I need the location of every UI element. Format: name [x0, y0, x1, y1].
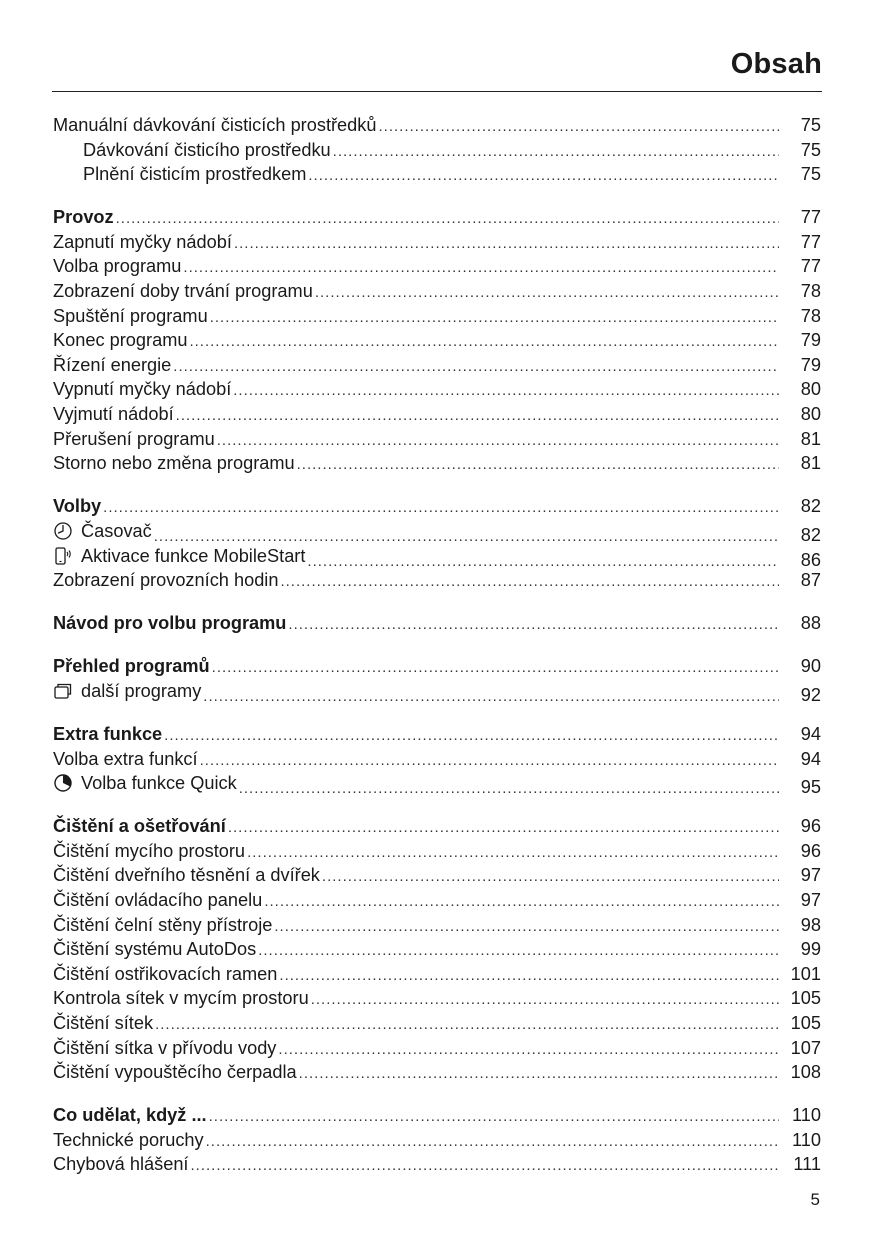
toc-page-number: 88 — [800, 613, 821, 634]
toc-entry-label — [53, 986, 309, 1011]
dot-leader — [233, 379, 779, 404]
toc-entry-text: Volba programu — [53, 256, 182, 277]
toc-page-number: 86 — [800, 549, 821, 570]
toc-page-number: 107 — [790, 1037, 821, 1058]
dot-leader — [189, 330, 779, 355]
toc-entry — [53, 568, 821, 593]
toc-entry-text: Konec programu — [53, 330, 188, 351]
toc-entry — [53, 162, 821, 187]
toc-entry — [53, 611, 821, 636]
toc-entry-text: Volba extra funkcí — [53, 748, 198, 769]
toc-entry-text: Čištění ovládacího panelu — [53, 890, 263, 911]
toc-entry-text: Extra funkce — [53, 723, 163, 744]
toc-heading-label — [53, 494, 101, 519]
toc-entry-label — [53, 568, 278, 593]
toc-entry — [53, 913, 821, 938]
dot-leader — [164, 724, 779, 749]
dot-leader — [239, 777, 779, 802]
toc-page-number: 77 — [800, 256, 821, 277]
toc-heading-label — [53, 722, 162, 747]
toc-entry-label — [53, 771, 237, 796]
toc-entry-label — [53, 304, 208, 329]
toc-entry-text: Zobrazení provozních hodin — [53, 570, 279, 591]
toc-entry-label — [53, 913, 272, 938]
toc-entry-text: Aktivace funkce MobileStart — [81, 545, 306, 566]
toc-entry-text: další programy — [81, 680, 202, 701]
more-programs-icon — [53, 681, 73, 701]
toc-page-number: 82 — [800, 496, 821, 517]
toc-heading-label — [53, 205, 114, 230]
toc-entry — [53, 679, 821, 704]
toc-entry — [53, 494, 821, 519]
quick-icon — [53, 773, 73, 793]
toc-entry-text: Návod pro volbu programu — [53, 613, 287, 634]
toc-entry-text: Vypnutí myčky nádobí — [53, 379, 232, 400]
toc-entry-text: Storno nebo změna programu — [53, 453, 295, 474]
toc-entry-label — [53, 377, 231, 402]
toc-entry-text: Řízení energie — [53, 354, 172, 375]
dot-leader — [173, 355, 779, 380]
dot-leader — [311, 988, 779, 1013]
toc-entry — [53, 937, 821, 962]
toc-entry-text: Technické poruchy — [53, 1129, 204, 1150]
toc-entry-text: Volba funkce Quick — [81, 773, 237, 794]
dot-leader — [116, 207, 779, 232]
dot-leader — [297, 453, 779, 478]
toc-entry — [53, 279, 821, 304]
toc-entry — [53, 747, 821, 772]
toc-entry-label — [53, 888, 262, 913]
toc-entry — [53, 839, 821, 864]
toc-entry — [53, 1152, 821, 1177]
toc-entry — [53, 254, 821, 279]
toc-entry-text: Plnění čisticím prostředkem — [83, 164, 307, 185]
mobile-start-icon — [53, 546, 73, 566]
toc-entry-text: Kontrola sítek v mycím prostoru — [53, 988, 309, 1009]
toc-entry-label — [53, 427, 215, 452]
dot-leader — [103, 496, 779, 521]
dot-leader — [228, 816, 779, 841]
toc-entry-label — [53, 353, 171, 378]
toc-entry — [53, 1128, 821, 1153]
toc-entry-label — [53, 937, 256, 962]
toc-page-number: 110 — [792, 1105, 821, 1126]
clock-icon — [53, 521, 73, 541]
toc-page-number: 105 — [790, 1013, 821, 1033]
toc-section — [53, 113, 821, 187]
toc-entry-text: Chybová hlášení — [53, 1154, 189, 1175]
header-divider — [52, 91, 822, 92]
toc-entry — [53, 451, 821, 476]
toc-entry-text: Časovač — [81, 520, 152, 541]
dot-leader — [299, 1062, 779, 1087]
toc-entry-text: Čištění ostřikovacích ramen — [53, 963, 278, 984]
toc-entry — [53, 814, 821, 839]
toc-page-number: 79 — [800, 354, 821, 375]
toc-entry — [53, 1103, 821, 1128]
toc-entry — [53, 654, 821, 679]
toc-section — [53, 205, 821, 476]
dot-leader — [176, 404, 779, 429]
toc-section — [53, 654, 821, 706]
toc-entry-label — [53, 747, 198, 772]
toc-page-number: 75 — [800, 115, 821, 135]
toc-page-number: 96 — [800, 816, 821, 837]
toc-entry-text: Vyjmutí nádobí — [53, 404, 174, 425]
dot-leader — [322, 865, 779, 890]
toc-entry — [53, 402, 821, 427]
toc-entry — [53, 771, 821, 796]
toc-entry — [53, 353, 821, 378]
toc-page-number: 81 — [800, 428, 821, 449]
toc-entry-text: Přehled programů — [53, 656, 210, 677]
toc-page-number: 90 — [800, 656, 821, 677]
toc-entry — [53, 863, 821, 888]
toc-page-number: 97 — [800, 890, 821, 911]
dot-leader — [234, 232, 779, 257]
toc-entry-label — [53, 1036, 276, 1061]
dot-leader — [333, 140, 779, 165]
toc-entry-text: Čištění čelní stěny přístroje — [53, 914, 273, 935]
toc-page-number: 111 — [793, 1154, 821, 1175]
dot-leader — [308, 164, 779, 189]
toc-page-number: 80 — [800, 379, 821, 400]
dot-leader — [203, 685, 779, 710]
toc-section — [53, 1103, 821, 1177]
toc-entry — [53, 722, 821, 747]
toc-page-number: 105 — [790, 988, 821, 1009]
dot-leader — [190, 1154, 779, 1179]
toc-page-number: 92 — [800, 685, 821, 706]
toc-entry-label — [53, 451, 295, 476]
toc-page-number: 94 — [800, 748, 821, 769]
toc-page-number: 81 — [800, 453, 821, 474]
toc-page-number: 98 — [800, 914, 821, 935]
toc-section — [53, 611, 821, 636]
dot-leader — [264, 890, 779, 915]
page-number: 5 — [810, 1190, 820, 1209]
toc-entry-text: Čištění sítek — [53, 1013, 154, 1033]
toc-entry-text: Čištění systému AutoDos — [53, 939, 257, 960]
dot-leader — [258, 939, 779, 964]
table-of-contents — [53, 113, 821, 1196]
toc-entry — [53, 377, 821, 402]
toc-page-number: 75 — [800, 139, 821, 160]
toc-entry-label — [53, 839, 245, 864]
toc-heading-label — [53, 814, 226, 839]
toc-section — [53, 494, 821, 592]
dot-leader — [212, 656, 779, 681]
toc-page-number: 99 — [800, 939, 821, 960]
toc-page-number: 87 — [800, 570, 821, 591]
dot-leader — [278, 1038, 779, 1063]
toc-entry-label — [53, 230, 232, 255]
dot-leader — [206, 1130, 779, 1155]
toc-page-number: 95 — [800, 777, 821, 798]
toc-page-number: 80 — [800, 404, 821, 425]
toc-entry — [53, 962, 821, 987]
toc-heading-label — [53, 611, 286, 636]
dot-leader — [280, 570, 779, 595]
toc-entry-label — [53, 1011, 153, 1036]
toc-entry — [53, 1060, 821, 1085]
dot-leader — [274, 915, 779, 940]
toc-section — [53, 722, 821, 796]
toc-entry — [53, 888, 821, 913]
toc-page-number: 101 — [790, 963, 821, 984]
toc-entry-label — [53, 254, 181, 279]
dot-leader — [210, 306, 779, 331]
toc-entry-label — [83, 138, 331, 163]
toc-page-number: 110 — [792, 1129, 821, 1150]
toc-entry — [53, 1011, 821, 1036]
toc-entry — [53, 427, 821, 452]
toc-entry-label — [53, 113, 377, 138]
toc-entry-label — [53, 519, 152, 544]
toc-page-number: 78 — [800, 281, 821, 302]
dot-leader — [217, 429, 779, 454]
toc-entry-label — [53, 544, 305, 569]
toc-entry — [53, 138, 821, 163]
toc-entry-label — [53, 279, 313, 304]
toc-entry-label — [53, 1152, 188, 1177]
toc-entry — [53, 1036, 821, 1061]
toc-entry — [53, 113, 821, 138]
toc-page-number: 96 — [800, 840, 821, 861]
toc-page-number: 97 — [800, 865, 821, 886]
toc-page-number: 79 — [800, 330, 821, 351]
toc-entry-text: Spuštění programu — [53, 305, 208, 326]
toc-entry — [53, 230, 821, 255]
page-title: Obsah — [730, 48, 822, 80]
toc-entry — [53, 328, 821, 353]
toc-page-number: 75 — [800, 164, 821, 185]
toc-entry-text: Čištění mycího prostoru — [53, 840, 246, 861]
toc-entry-label — [83, 162, 306, 187]
dot-leader — [288, 613, 779, 638]
toc-page-number: 78 — [800, 305, 821, 326]
dot-leader — [209, 1105, 779, 1130]
toc-page-number: 77 — [800, 207, 821, 228]
dot-leader — [279, 964, 779, 989]
toc-entry — [53, 304, 821, 329]
dot-leader — [200, 749, 779, 774]
toc-entry-text: Čištění vypouštěcího čerpadla — [53, 1062, 297, 1083]
toc-entry-text: Zapnutí myčky nádobí — [53, 231, 232, 252]
dot-leader — [155, 1013, 779, 1038]
toc-entry-text: Volby — [53, 496, 102, 517]
toc-entry-label — [53, 863, 320, 888]
toc-entry-label — [53, 962, 277, 987]
toc-entry-label — [53, 328, 187, 353]
dot-leader — [315, 281, 779, 306]
toc-entry-text: Přerušení programu — [53, 428, 215, 449]
toc-section — [53, 814, 821, 1085]
toc-entry-text: Čištění a ošetřování — [53, 816, 226, 837]
toc-entry-text: Dávkování čisticího prostředku — [83, 139, 331, 160]
toc-page-number: 77 — [800, 231, 821, 252]
toc-entry-label — [53, 1128, 204, 1153]
toc-entry-text: Čištění dveřního těsnění a dvířek — [53, 865, 320, 886]
toc-entry-text: Čištění sítka v přívodu vody — [53, 1037, 277, 1058]
toc-entry-text: Zobrazení doby trvání programu — [53, 281, 313, 302]
toc-page-number: 82 — [800, 525, 821, 546]
toc-entry — [53, 986, 821, 1011]
toc-entry-label — [53, 679, 201, 704]
toc-entry-text: Co udělat, když ... — [53, 1105, 207, 1126]
toc-heading-label — [53, 654, 210, 679]
dot-leader — [379, 115, 780, 140]
dot-leader — [183, 256, 779, 281]
toc-heading-label — [53, 1103, 207, 1128]
toc-entry — [53, 519, 821, 544]
toc-page-number: 94 — [800, 723, 821, 744]
toc-entry-text: Manuální dávkování čisticích prostředků — [53, 115, 377, 135]
dot-leader — [247, 841, 779, 866]
toc-entry-label — [53, 1060, 297, 1085]
toc-page-number: 108 — [790, 1062, 821, 1083]
toc-entry-text: Provoz — [53, 207, 114, 228]
toc-entry — [53, 205, 821, 230]
toc-entry-label — [53, 402, 174, 427]
